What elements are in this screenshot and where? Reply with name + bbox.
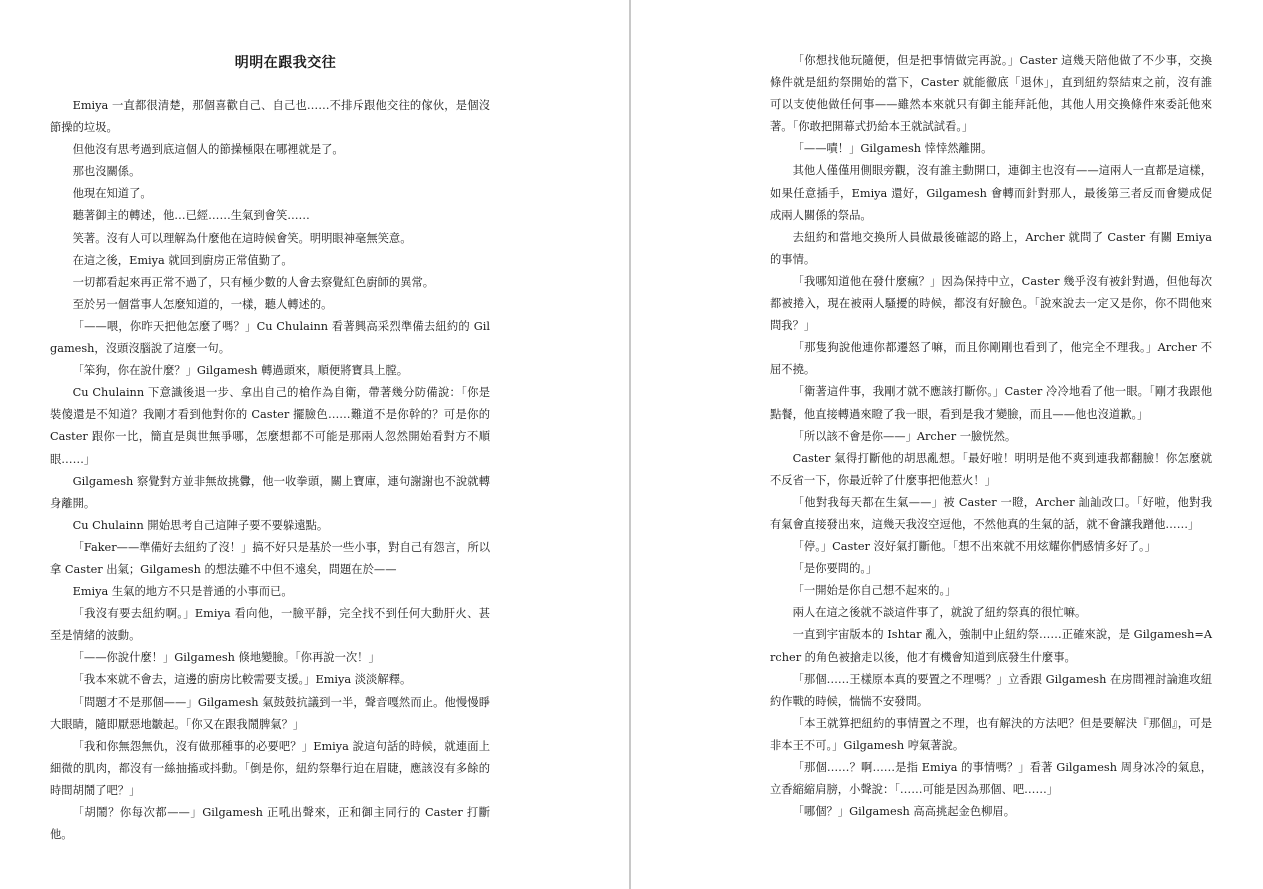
paragraph: 但他沒有思考過到底這個人的節操極限在哪裡就是了。	[72, 143, 344, 157]
right-page-text	[770, 50, 1212, 823]
paragraph: 「那個……？啊……是指 Emiya 的事情嗎？」看著 Gilgamesh 周身冰冷的氣息，立香縮縮肩膀，小聲說：「……可能是因為那個、吧……」	[770, 761, 1212, 797]
paragraph: 「是你要問的。」	[792, 562, 878, 576]
left-page	[0, 0, 629, 889]
paragraph: Cu Chulainn 開始思考自己這陣子要不要躲遠點。	[72, 518, 329, 532]
paragraph: 「——你說什麼！」Gilgamesh 倏地變臉。「你再說一次！」	[72, 651, 380, 665]
paragraph: 「——嘖！」Gilgamesh 悻悻然離開。	[792, 142, 993, 156]
paragraph: 「衛著這件事，我剛才就不應該打斷你。」Caster 冷冷地看了他一眼。「剛才我跟他點餐，他直接轉過來瞪了我一眼，看到是我才變臉，而且——他也沒道歉。」	[770, 385, 1212, 421]
paragraph: Emiya 生氣的地方不只是普通的小事而已。	[72, 585, 293, 599]
paragraph: 「哪個？」Gilgamesh 高高挑起金色柳眉。	[792, 805, 1016, 819]
paragraph: 其他人僅僅用側眼旁觀，沒有誰主動開口，連御主也沒有——這兩人一直都是這樣，如果任意插手，Emiya 還好，Gilgamesh 會轉而針對那人，最後第三者反而會變成促成兩人關係的祭品。	[770, 164, 1212, 222]
paragraph: 「一開始是你自己想不起來的。」	[792, 584, 957, 598]
paragraph: 至於另一個當事人怎麼知道的，一樣，聽人轉述的。	[72, 297, 333, 311]
paragraph: 「那個……王樣原本真的要置之不理嗎？」立香跟 Gilgamesh 在房間裡討論進攻紐約作戰的時候，惴惴不安發問。	[770, 672, 1212, 708]
paragraph: Emiya 一直都很清楚，那個喜歡自己、自己也……不排斥跟他交往的傢伙，是個沒節操的垃圾。	[50, 99, 490, 135]
paragraph: Cu Chulainn 下意識後退一步、拿出自己的槍作為自衛，帶著幾分防備說：「你是裝傻還是不知道？我剛才看到他對你的 Caster 擺臉色……難道不是你幹的？可是你的 Caster 跟你一比，簡直是與世無爭哪，怎麼想都不可能是那兩人忽然開始看對方不順眼……」	[50, 386, 490, 466]
paragraph: 在這之後，Emiya 就回到廚房正常值勤了。	[72, 253, 293, 267]
paragraph: 他現在知道了。	[72, 187, 152, 201]
paragraph: 一直到宇宙版本的 Ishtar 亂入，強制中止紐約祭……正確來說，是 Gilgamesh=Archer 的角色被搶走以後，他才有機會知道到底發生什麼事。	[770, 628, 1212, 664]
paragraph: 那也沒關係。	[72, 165, 141, 179]
paragraph: 一切都看起來再正常不過了，只有極少數的人會去察覺紅色廚師的異常。	[72, 275, 435, 289]
paragraph: 「我沒有要去紐約啊。」Emiya 看向他，一臉平靜，完全找不到任何大動肝火、甚至是情緒的波動。	[50, 607, 490, 643]
paragraph: 「停。」Caster 沒好氣打斷他。「想不出來就不用炫耀你們感情多好了。」	[792, 540, 1156, 554]
paragraph: 「所以該不會是你——」Archer 一臉恍然。	[792, 429, 1017, 443]
paragraph: 笑著。沒有人可以理解為什麼他在這時候會笑。明明眼神毫無笑意。	[72, 231, 412, 245]
paragraph: 「你想找他玩隨便，但是把事情做完再說。」Caster 這幾天陪他做了不少事，交換條件就是紐約祭開始的當下，Caster 就能徹底「退休」，直到紐約祭結束之前，沒有誰可以支使他做任何事——雖然本來就只有御主能拜託他，其他人用交換條件來委託他來著。「你敢把開幕式扔給本王就試試看。」	[770, 54, 1212, 134]
paragraph: 「——喂，你昨天把他怎麼了嗎？」Cu Chulainn 看著興高采烈準備去紐約的 Gilgamesh，沒頭沒腦說了這麼一句。	[50, 319, 490, 356]
paragraph: 「Faker——準備好去紐約了沒！」搞不好只是基於一些小事，對自己有怨言，所以拿 Caster 出氣；Gilgamesh 的想法雖不中但不遠矣，問題在於——	[50, 540, 490, 576]
paragraph: 「我本來就不會去，這邊的廚房比較需要支援。」Emiya 淡淡解釋。	[72, 673, 412, 687]
paragraph: 「本王就算把紐約的事情置之不理，也有解決的方法吧？但是要解決『那個』，可是非本王不可。」Gilgamesh 哼氣著說。	[770, 716, 1212, 752]
paragraph: 「我和你無怨無仇，沒有做那種事的必要吧？」Emiya 說這句話的時候，就連面上細微的肌肉，都沒有一絲抽搐或抖動。「倒是你，紐約祭舉行迫在眉睫，應該沒有多餘的時間胡鬧了吧？」	[50, 739, 490, 797]
paragraph: Caster 氣得打斷他的胡思亂想。「最好啦！明明是他不爽到連我都翻臉！你怎麼就不反省一下，你最近幹了什麼事把他惹火！」	[770, 451, 1212, 487]
paragraph: 「笨狗，你在說什麼？」Gilgamesh 轉過頭來，順便將寶具上膛。	[72, 364, 408, 378]
paragraph: Gilgamesh 察覺對方並非無故挑釁，他一收拳頭，關上寶庫，連句謝謝也不說就轉身離開。	[50, 474, 490, 510]
paragraph: 聽著御主的轉述，他…已經……生氣到會笑……	[72, 209, 310, 223]
paragraph: 「他對我每天都在生氣——」被 Caster 一瞪，Archer 訕訕改口。「好啦，他對我有氣會直接發出來，這幾天我沒空逗他，不然他真的生氣的話，就不會讓我蹭他……」	[770, 495, 1212, 531]
chapter-title: 明明在跟我交往	[234, 55, 337, 71]
paragraph: 「問題才不是那個——」Gilgamesh 氣鼓鼓抗議到一半，聲音嘎然而止。他慢慢睜大眼睛，隨即厭惡地皺起。「你又在跟我鬧脾氣？」	[50, 695, 490, 731]
paragraph: 「我哪知道他在發什麼瘋？」因為保持中立，Caster 幾乎沒有被針對過，但他每次都被捲入，現在被兩人騷擾的時候，都沒有好臉色。「說來說去一定又是你，你不問他來問我？」	[770, 274, 1212, 333]
paragraph: 「那隻狗說他連你都遷怒了嘛，而且你剛剛也看到了，他完全不理我。」Archer 不屈不撓。	[770, 341, 1212, 377]
right-page	[631, 0, 1263, 889]
paragraph: 「胡鬧？你每次都——」Gilgamesh 正吼出聲來，正和御主同行的 Caster 打斷他。	[50, 806, 490, 842]
left-page-text	[50, 95, 490, 846]
paragraph: 去紐約和當地交換所人員做最後確認的路上，Archer 就問了 Caster 有關 Emiya 的事情。	[770, 230, 1212, 266]
paragraph: 兩人在這之後就不談這件事了，就說了紐約祭真的很忙嘛。	[792, 606, 1087, 620]
